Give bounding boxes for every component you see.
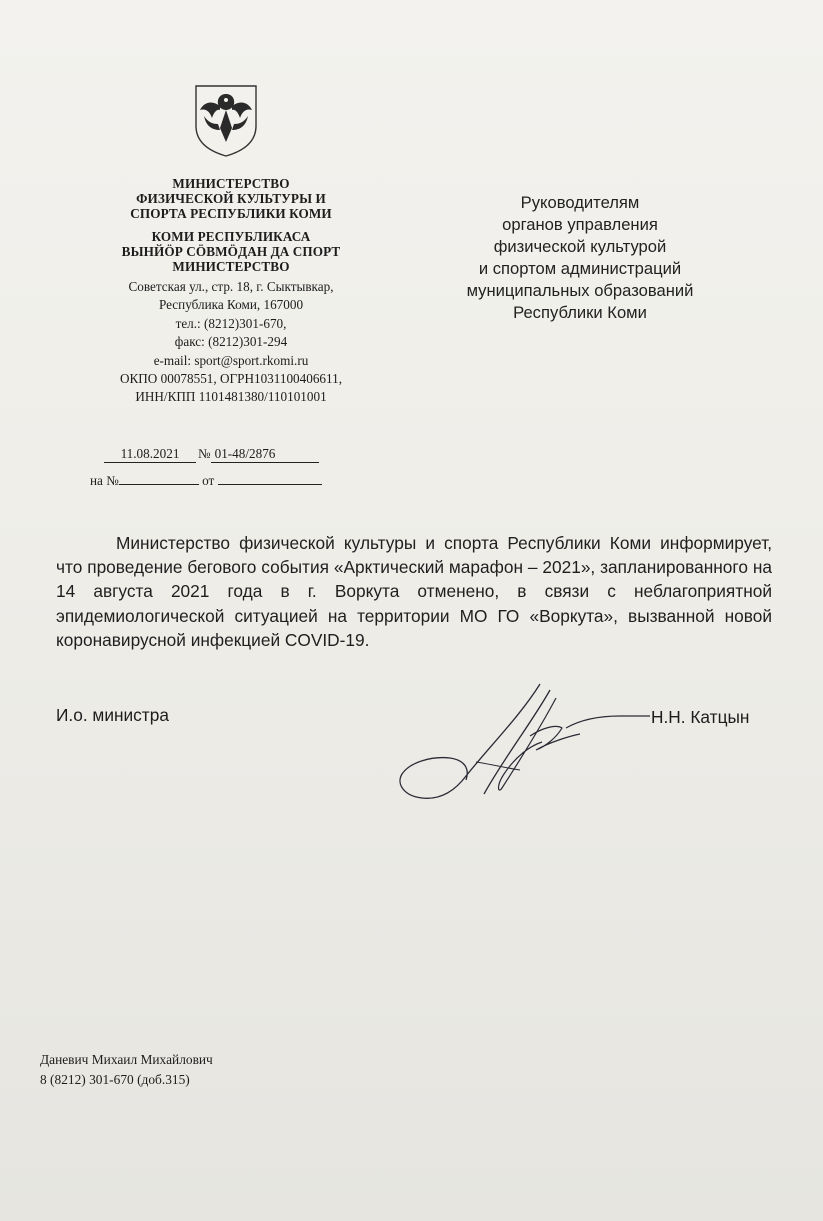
ministry-name-komi-line: КОМИ РЕСПУБЛИКАСА xyxy=(151,229,311,244)
ministry-name-komi-line: МИНИСТЕРСТВО xyxy=(172,259,290,274)
address-line: e-mail: sport@sport.rkomi.ru xyxy=(153,352,309,368)
address-line: тел.: (8212)301-670, xyxy=(175,315,287,331)
ministry-name-ru-line: МИНИСТЕРСТВО xyxy=(172,176,290,191)
reference-from-label: от xyxy=(202,473,215,488)
signer-title: И.о. министра xyxy=(56,705,169,725)
ministry-address xyxy=(78,278,384,407)
contact-phone: 8 (8212) 301-670 (доб.315) xyxy=(40,1072,190,1087)
reference-number-label: на № xyxy=(90,473,119,488)
recipient-line: органов управления xyxy=(502,215,658,234)
ministry-header xyxy=(78,176,384,407)
address-line: Советская ул., стр. 18, г. Сыктывкар, xyxy=(128,279,334,294)
reference-number-line xyxy=(119,472,199,485)
address-line: ОКПО 00078551, ОГРН1031100406611, xyxy=(119,371,343,387)
recipient-line: Руководителям xyxy=(520,193,640,212)
address-line: Республика Коми, 167000 xyxy=(158,297,304,313)
reference-row xyxy=(90,472,350,489)
recipient-line: Республики Коми xyxy=(513,303,647,322)
ministry-name-komi-line: ВЫНЙӦР СӦВМӦДАН ДА СПОРТ xyxy=(121,244,341,259)
recipient-line: и спортом администраций xyxy=(478,259,682,278)
komi-coat-of-arms-icon xyxy=(190,82,262,158)
contact-block xyxy=(40,1050,213,1090)
reference-date-line xyxy=(218,472,322,485)
ministry-name-ru-line: ФИЗИЧЕСКОЙ КУЛЬТУРЫ И xyxy=(136,191,326,206)
registration-row xyxy=(104,446,344,463)
recipient-line: физической культурой xyxy=(493,237,667,256)
recipient-line: муниципальных образований xyxy=(466,281,694,300)
recipient-block xyxy=(420,192,740,324)
handwritten-signature-icon xyxy=(380,676,660,806)
signer-name: Н.Н. Катцын xyxy=(651,707,750,727)
address-line: ИНН/КПП 1101481380/110101001 xyxy=(135,389,327,405)
registration-number: 01-48/2876 xyxy=(211,446,319,463)
registration-number-label: № xyxy=(198,446,211,461)
contact-name: Даневич Михаил Михайлович xyxy=(40,1052,213,1067)
letter-body: Министерство физической культуры и спорта Республики Коми информирует, что проведение бегового события «Арктический марафон – 2021», запланированного на 14 августа 2021 года в г. Воркута отменено, в связи с неблагоприятной эпидемиологической ситуацией на территории МО ГО «Воркута», вызванной новой коронавирусной инфекцией COVID-19. xyxy=(56,533,772,650)
ministry-name-ru-line: СПОРТА РЕСПУБЛИКИ КОМИ xyxy=(130,206,332,221)
registration-date: 11.08.2021 xyxy=(104,446,196,463)
address-line: факс: (8212)301-294 xyxy=(174,334,288,350)
